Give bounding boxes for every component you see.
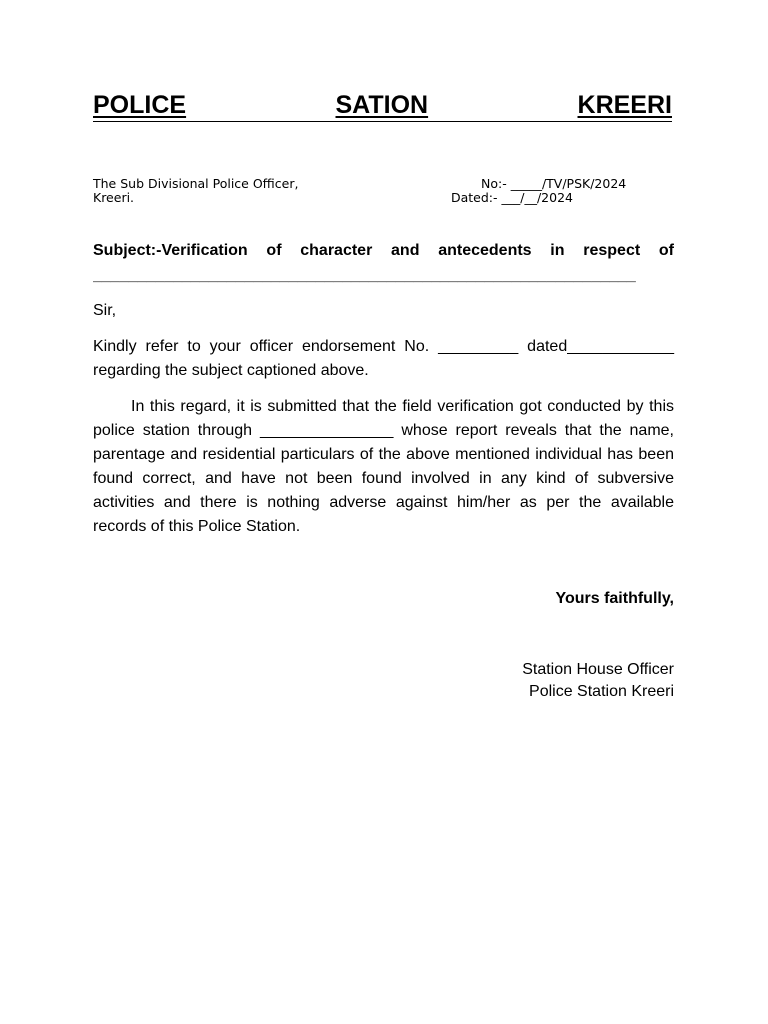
heading-word-kreeri: KREERI	[577, 91, 672, 119]
heading-word-sation: SATION	[335, 91, 429, 119]
heading-underline-rule	[93, 121, 672, 122]
signature-station: Police Station Kreeri	[529, 683, 674, 700]
closing-phrase: Yours faithfully,	[555, 590, 674, 607]
recipient-line-2: Kreeri.	[93, 190, 135, 205]
reference-date: Dated:- ___/__/2024	[451, 190, 573, 205]
letter-heading	[93, 90, 672, 120]
subject-line: Subject:-Verification of character and antecedents in respect of	[93, 242, 674, 259]
paragraph-reference: Kindly refer to your officer endorsement No. _________ dated____________ regarding the subject captioned above.	[93, 338, 674, 379]
paragraph-verification: In this regard, it is submitted that the field verification got conducted by this police station through _______________ whose report reveals that the name, parentage and residential particulars of the above mentioned individual has been found correct, and have not been found involved in any kind of subversive activities and there is nothing adverse against him/her as per the available records of this Police Station.	[93, 398, 674, 535]
reference-number: No:- _____/TV/PSK/2024	[481, 176, 627, 191]
subject-blank-line: _____________________________________________________________	[93, 267, 636, 284]
recipient-line-1: The Sub Divisional Police Officer,	[93, 176, 299, 191]
heading-word-police: POLICE	[93, 91, 187, 119]
salutation: Sir,	[93, 302, 117, 319]
signature-title: Station House Officer	[522, 661, 674, 678]
